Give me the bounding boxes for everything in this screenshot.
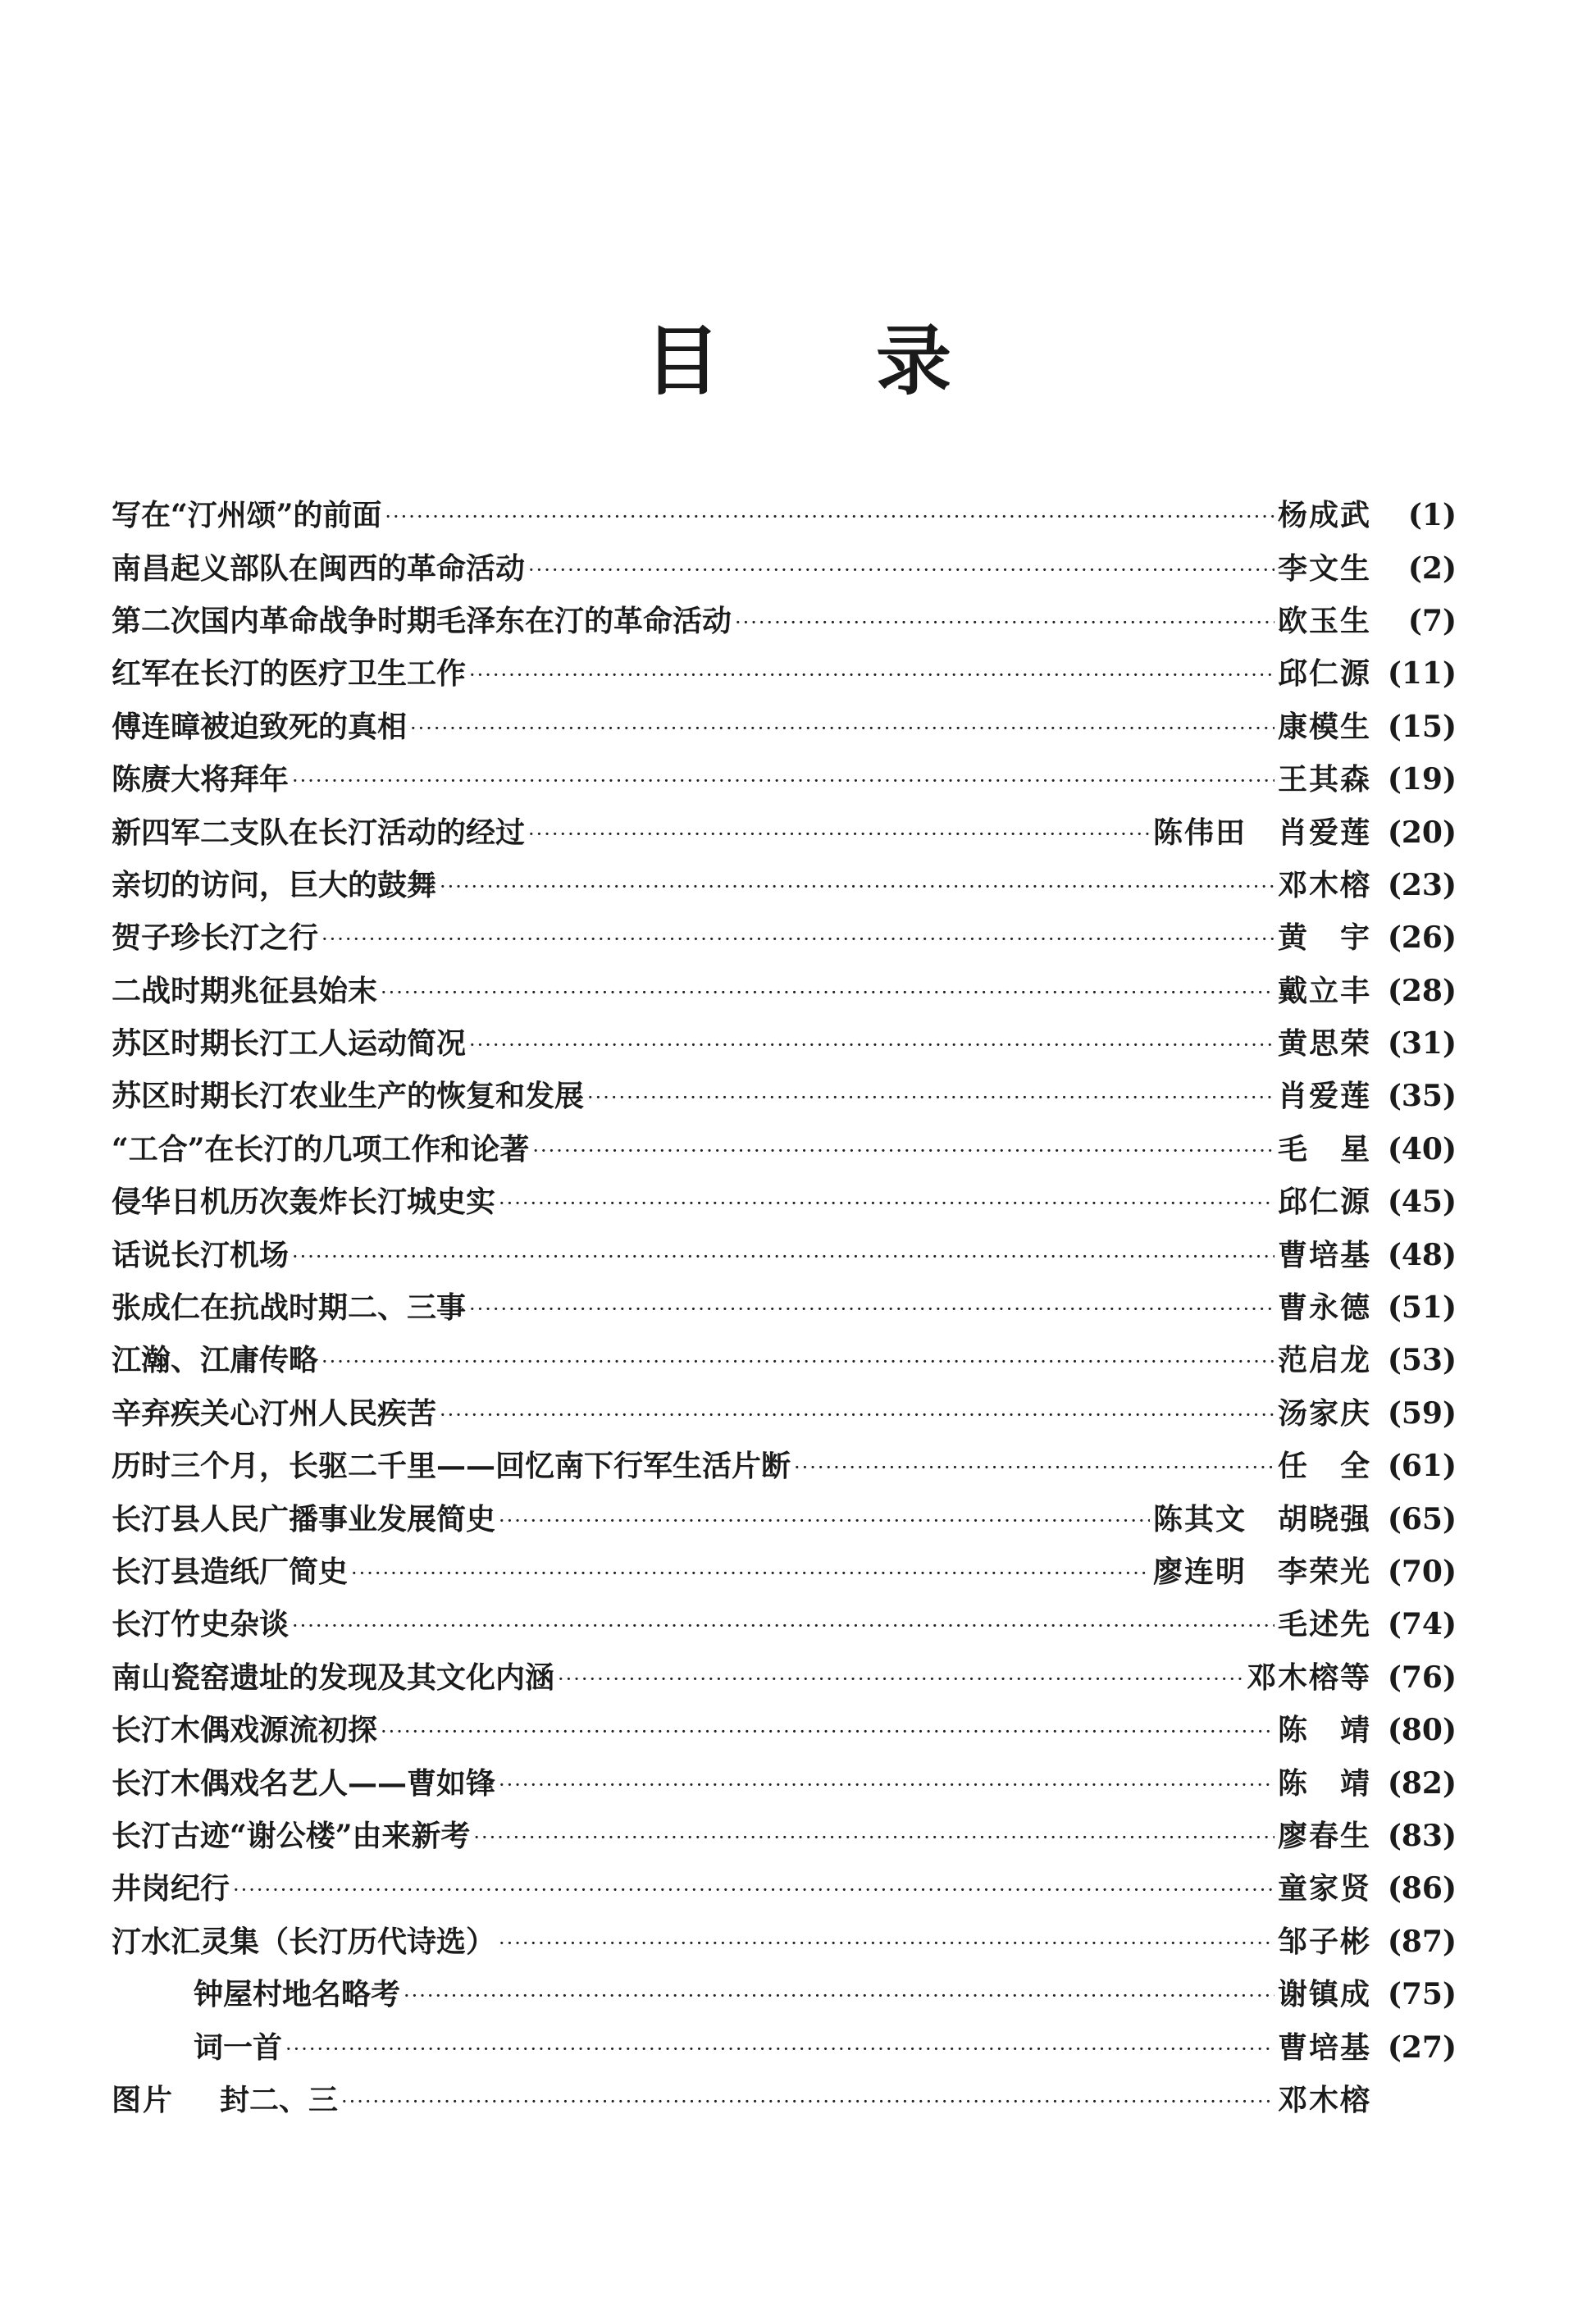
entry-author: 陈 靖 <box>1277 1765 1371 1801</box>
entry-title: 苏区时期长汀工人运动简况 <box>112 1026 467 1062</box>
entry-title: 钟屋村地名略考 <box>194 1977 401 2012</box>
dot-leader <box>292 1610 1275 1639</box>
entry-author: 曹培基 <box>1277 1237 1371 1272</box>
entry-page: (2) <box>1407 550 1457 586</box>
entry-title: 辛弃疾关心汀州人民疾苦 <box>112 1395 437 1431</box>
entry-title: 红军在长汀的医疗卫生工作 <box>112 656 467 692</box>
photos-label: 图片 <box>112 2082 175 2117</box>
entry-title: 侵华日机历次轰炸长汀城史实 <box>112 1185 496 1220</box>
toc-entry <box>112 1281 1457 1334</box>
dot-leader <box>381 976 1275 1006</box>
toc-entry <box>112 1334 1457 1386</box>
entry-author: 陈 靖 <box>1277 1713 1371 1748</box>
toc-entry <box>112 1862 1457 1915</box>
entry-author: 肖爱莲 <box>1277 1079 1371 1114</box>
entry-page: (75) <box>1387 1977 1457 2012</box>
dot-leader <box>469 659 1275 688</box>
entry-title: 张成仁在抗战时期二、三事 <box>112 1290 467 1326</box>
dot-leader <box>499 1505 1150 1534</box>
entry-author: 廖连明 李荣光 <box>1152 1555 1371 1589</box>
dot-leader <box>499 1769 1275 1798</box>
entry-author: 曹永德 <box>1277 1290 1371 1326</box>
dot-leader <box>587 1081 1275 1111</box>
entry-page: (1) <box>1407 498 1457 533</box>
entry-title: 长汀竹史杂谈 <box>112 1607 290 1642</box>
dot-leader <box>440 870 1275 900</box>
entry-author: 邓木榕 <box>1277 867 1371 902</box>
entry-page: (45) <box>1387 1185 1457 1220</box>
toc-entry <box>112 1387 1457 1440</box>
toc-entry <box>112 1123 1457 1176</box>
toc-entry <box>112 1810 1457 1862</box>
entry-author: 杨成武 <box>1277 498 1371 533</box>
entry-page: (80) <box>1387 1713 1457 1748</box>
dot-leader <box>499 1927 1275 1957</box>
toc-entry <box>112 1968 1457 2020</box>
entry-title: 南昌起义部队在闽西的革命活动 <box>112 550 526 586</box>
entry-title: 苏区时期长汀农业生产的恢复和发展 <box>112 1079 585 1114</box>
entry-page: (15) <box>1387 709 1457 744</box>
dot-leader <box>385 500 1275 530</box>
dot-leader <box>233 1874 1275 1903</box>
dot-leader <box>285 2033 1275 2062</box>
dot-leader <box>532 1135 1275 1164</box>
entry-title: 二战时期兆征县始末 <box>112 973 378 1008</box>
dot-leader <box>351 1557 1150 1587</box>
entry-page: (87) <box>1387 1924 1457 1959</box>
entry-page: (65) <box>1387 1501 1457 1536</box>
entry-title: 长汀古迹“谢公楼”由来新考 <box>112 1818 471 1853</box>
entry-title: 历时三个月，长驱二千里——回忆南下行军生活片断 <box>112 1449 791 1484</box>
entry-page: (86) <box>1387 1871 1457 1906</box>
entry-author: 廖春生 <box>1277 1818 1371 1853</box>
entry-title: 长汀木偶戏名艺人——曹如锋 <box>112 1765 496 1801</box>
entry-title: 汀水汇灵集（长汀历代诗选） <box>112 1924 496 1959</box>
toc-entry <box>112 965 1457 1017</box>
entry-author: 任 全 <box>1277 1449 1371 1484</box>
entry-author: 戴立丰 <box>1277 973 1371 1008</box>
dot-leader <box>404 1979 1275 2009</box>
entry-page: (23) <box>1387 867 1457 902</box>
toc-entry <box>112 1915 1457 1968</box>
toc-entry <box>112 2020 1457 2073</box>
toc-entry <box>112 911 1457 964</box>
toc-entry <box>112 489 1457 541</box>
entry-page: (11) <box>1387 656 1457 692</box>
dot-leader <box>735 606 1275 636</box>
entry-page: (76) <box>1387 1660 1457 1695</box>
entry-author: 汤家庆 <box>1277 1395 1371 1431</box>
toc-entry <box>112 1756 1457 1809</box>
entry-author: 范启龙 <box>1277 1343 1371 1378</box>
toc-entry <box>112 806 1457 858</box>
toc-entry <box>112 1017 1457 1070</box>
entry-author: 陈其文 胡晓强 <box>1152 1501 1371 1536</box>
toc-entry <box>112 1228 1457 1281</box>
entry-title: 长汀县造纸厂简史 <box>112 1555 349 1589</box>
toc-entry <box>112 1546 1457 1598</box>
toc-entry <box>112 647 1457 700</box>
entry-author: 康模生 <box>1277 709 1371 744</box>
entry-page: (61) <box>1387 1449 1457 1484</box>
dot-leader <box>292 765 1275 794</box>
entry-author: 黄 宇 <box>1277 920 1371 956</box>
toc-entry <box>112 1070 1457 1122</box>
dot-leader <box>469 1029 1275 1058</box>
toc-entry <box>112 595 1457 647</box>
dot-leader <box>794 1451 1275 1481</box>
entry-author: 王其森 <box>1277 762 1371 797</box>
entry-author: 邓木榕等 <box>1246 1660 1371 1695</box>
entry-page: (31) <box>1387 1026 1457 1062</box>
dot-leader <box>528 554 1275 583</box>
dot-leader <box>321 923 1275 952</box>
entry-title: “工合”在长汀的几项工作和论著 <box>112 1131 530 1167</box>
entry-author: 毛述先 <box>1277 1607 1371 1642</box>
entry-page: (51) <box>1387 1290 1457 1326</box>
entry-page: (19) <box>1387 762 1457 797</box>
dot-leader <box>473 1821 1275 1851</box>
entry-page: (83) <box>1387 1818 1457 1853</box>
entry-author: 邹子彬 <box>1277 1924 1371 1959</box>
entry-page: (7) <box>1407 603 1457 638</box>
table-of-contents <box>112 489 1457 2126</box>
dot-leader <box>440 1399 1275 1428</box>
entry-title: 写在“汀州颂”的前面 <box>112 498 382 533</box>
entry-title: 井岗纪行 <box>112 1871 230 1906</box>
entry-author: 邱仁源 <box>1277 1185 1371 1220</box>
entry-author: 毛 星 <box>1277 1131 1371 1167</box>
dot-leader <box>528 818 1150 847</box>
dot-leader <box>381 1715 1275 1745</box>
entry-author: 欧玉生 <box>1277 603 1371 638</box>
dot-leader <box>292 1240 1275 1270</box>
entry-page: (40) <box>1387 1131 1457 1167</box>
entry-author: 陈伟田 肖爱莲 <box>1152 815 1371 850</box>
toc-entry <box>112 1176 1457 1228</box>
entry-page: (59) <box>1387 1395 1457 1431</box>
entry-title: 陈赓大将拜年 <box>112 762 290 797</box>
title-char-1: 目 <box>644 317 720 405</box>
toc-entry <box>112 1651 1457 1704</box>
toc-entry <box>112 753 1457 806</box>
entry-page: (27) <box>1387 2030 1457 2065</box>
dot-leader <box>558 1663 1243 1692</box>
entry-page: (70) <box>1387 1555 1457 1589</box>
entry-page: (48) <box>1387 1237 1457 1272</box>
entry-title: 江瀚、江庸传略 <box>112 1343 319 1378</box>
entry-title: 傅连暲被迫致死的真相 <box>112 709 408 744</box>
entry-page: (26) <box>1387 920 1457 956</box>
page-title <box>0 317 1596 405</box>
dot-leader <box>469 1293 1275 1322</box>
entry-title: 新四军二支队在长汀活动的经过 <box>112 815 526 850</box>
toc-entry <box>112 541 1457 594</box>
entry-title: 长汀木偶戏源流初探 <box>112 1713 378 1748</box>
toc-entry-photos <box>112 2074 1457 2126</box>
photos-location: 封二、三 <box>220 2082 339 2117</box>
toc-entry <box>112 1492 1457 1545</box>
dot-leader <box>499 1187 1275 1217</box>
entry-page: (28) <box>1387 973 1457 1008</box>
toc-entry <box>112 1598 1457 1651</box>
toc-entry <box>112 701 1457 753</box>
toc-entry <box>112 859 1457 911</box>
photos-author: 邓木榕 <box>1277 2082 1371 2117</box>
entry-title: 词一首 <box>194 2030 283 2065</box>
title-char-2: 录 <box>876 317 952 405</box>
entry-author: 黄思荣 <box>1277 1026 1371 1062</box>
entry-page: (53) <box>1387 1343 1457 1378</box>
dot-leader <box>321 1345 1275 1375</box>
entry-author: 李文生 <box>1277 550 1371 586</box>
entry-title: 南山瓷窑遗址的发现及其文化内涵 <box>112 1660 555 1695</box>
entry-title: 长汀县人民广播事业发展简史 <box>112 1501 496 1536</box>
entry-title: 话说长汀机场 <box>112 1237 290 1272</box>
entry-page: (74) <box>1387 1607 1457 1642</box>
entry-author: 童家贤 <box>1277 1871 1371 1906</box>
entry-author: 曹培基 <box>1277 2030 1371 2065</box>
entry-page: (82) <box>1387 1765 1457 1801</box>
entry-title: 贺子珍长汀之行 <box>112 920 319 956</box>
dot-leader <box>341 2085 1275 2115</box>
entry-page: (20) <box>1387 815 1457 850</box>
entry-author: 谢镇成 <box>1277 1977 1371 2012</box>
toc-entry <box>112 1440 1457 1492</box>
entry-title: 亲切的访问，巨大的鼓舞 <box>112 867 437 902</box>
toc-entry <box>112 1704 1457 1756</box>
entry-author: 邱仁源 <box>1277 656 1371 692</box>
entry-title: 第二次国内革命战争时期毛泽东在汀的革命活动 <box>112 603 732 638</box>
dot-leader <box>410 712 1275 742</box>
entry-page: (35) <box>1387 1079 1457 1114</box>
